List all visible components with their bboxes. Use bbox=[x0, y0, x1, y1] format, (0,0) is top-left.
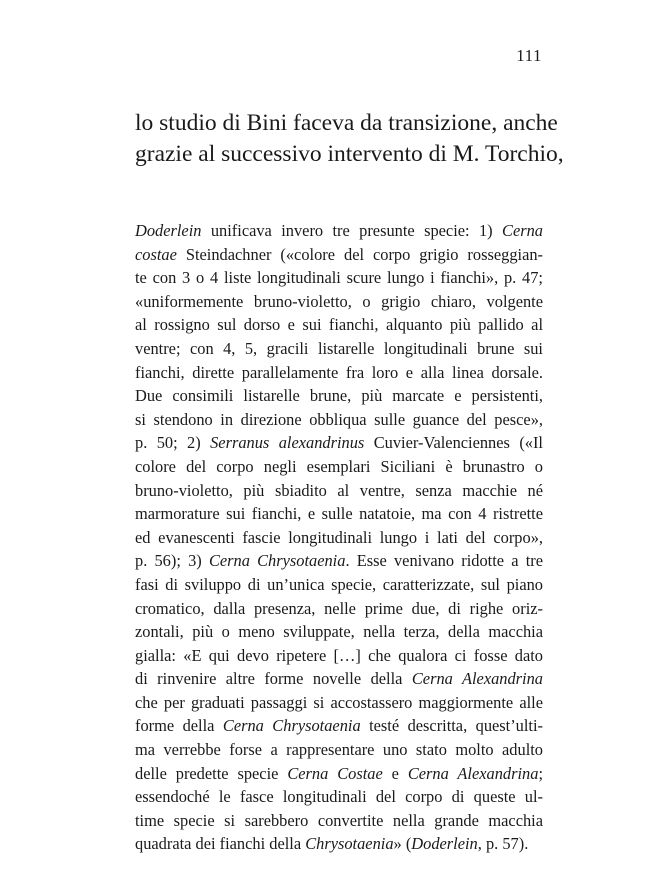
text-line bbox=[135, 573, 543, 597]
text-segment: forme della bbox=[135, 716, 223, 736]
text-line bbox=[135, 620, 543, 644]
text-segment: al rossigno sul dorso e sui fianchi, alquanto più pallido al bbox=[135, 315, 543, 335]
text-segment: . Esse venivano ridotte a tre bbox=[345, 551, 543, 571]
italic-text: Doderlein bbox=[135, 221, 202, 240]
text-line bbox=[135, 361, 543, 385]
text-segment: time specie si sarebbero convertite nella grande macchia bbox=[135, 810, 543, 830]
text-segment: fasi di sviluppo di un’unica specie, caratterizzate, sul piano bbox=[135, 574, 543, 594]
text-segment: di rinvenire altre forme novelle della bbox=[135, 669, 412, 689]
text-line bbox=[135, 219, 543, 243]
text-segment: fianchi, dirette parallelamente fra loro e alla linea dorsale. bbox=[135, 362, 543, 382]
text-segment: te con 3 o 4 liste longitudinali scure lungo i fianchi», p. 47; bbox=[135, 268, 543, 288]
text-line bbox=[135, 597, 543, 621]
text-line bbox=[135, 738, 543, 762]
italic-text: Chrysotaenia bbox=[305, 834, 394, 854]
text-line bbox=[135, 667, 543, 691]
italic-text: Cerna Alexandrina bbox=[407, 763, 539, 783]
text-line bbox=[135, 714, 543, 738]
text-segment: ventre; con 4, 5, gracili listarelle longitudinali brune sui bbox=[135, 338, 543, 358]
text-line bbox=[135, 243, 543, 267]
text-line bbox=[135, 337, 543, 361]
text-segment: quadrata dei fianchi della bbox=[135, 834, 306, 854]
text-segment: «uniformemente bruno-violetto, o grigio chiaro, volgente bbox=[135, 291, 543, 311]
italic-text: Cerna Alexandrina bbox=[411, 669, 543, 689]
text-line bbox=[135, 290, 543, 314]
text-segment: p. 50; 2) bbox=[135, 433, 211, 453]
heading-line: lo studio di Bini faceva da transizione, anche bbox=[135, 110, 558, 136]
italic-text: Cerna Costae bbox=[287, 763, 383, 783]
text-line bbox=[135, 691, 543, 715]
text-segment: ma verrebbe forse a rappresentare uno stato molto adulto bbox=[135, 740, 543, 760]
text-line bbox=[135, 479, 543, 503]
italic-text: Cerna Chrysotaenia bbox=[208, 551, 346, 571]
text-line bbox=[135, 644, 543, 668]
text-line bbox=[135, 408, 543, 432]
text-line bbox=[135, 549, 543, 573]
text-segment: Cuvier-Valenciennes («Il bbox=[364, 433, 543, 453]
text-segment: marmorature sui fianchi, e sulle natatoie, ma con 4 ristrette bbox=[135, 504, 543, 524]
text-segment: Due consimili listarelle brune, più marcate e persistenti, bbox=[135, 386, 543, 406]
text-line bbox=[135, 762, 543, 786]
text-line bbox=[135, 384, 543, 408]
text-segment: zontali, più o meno sviluppate, nella terza, della macchia bbox=[135, 622, 543, 642]
page-number: 111 bbox=[516, 46, 542, 65]
text-segment: colore del corpo negli esemplari Siciliani è brunastro o bbox=[135, 456, 543, 476]
text-segment: gialla: «E qui devo ripetere […] che qualora ci fosse dato bbox=[135, 645, 543, 665]
text-segment: delle predette specie bbox=[135, 763, 288, 783]
text-segment: ed evanescenti fascie longitudinali lungo i lati del corpo», bbox=[135, 527, 543, 547]
text-segment: che per graduati passaggi si accostassero maggiormente alle bbox=[135, 692, 543, 712]
body-paragraph bbox=[135, 219, 543, 856]
text-segment: unificava invero tre presunte specie: 1) bbox=[201, 221, 503, 240]
italic-text: costae bbox=[135, 244, 177, 264]
section-heading bbox=[135, 108, 564, 170]
text-line bbox=[135, 526, 543, 550]
text-segment: cromatico, dalla presenza, nelle prime due, di righe oriz- bbox=[135, 598, 543, 618]
text-segment: testé descritta, quest’ulti- bbox=[360, 716, 543, 736]
text-line bbox=[135, 785, 543, 809]
text-line bbox=[135, 431, 543, 455]
text-segment: Steindachner («colore del corpo grigio rosseggian- bbox=[176, 244, 543, 264]
italic-text: Cerna Chrysotaenia bbox=[222, 716, 361, 736]
text-segment: si stendono in direzione obbliqua sulle guance del pesce», bbox=[135, 409, 543, 429]
text-line bbox=[135, 502, 543, 526]
text-line bbox=[135, 455, 543, 479]
italic-text: Doderlein bbox=[411, 834, 478, 854]
text-line bbox=[135, 266, 543, 290]
text-segment: e bbox=[382, 763, 408, 783]
text-segment: bruno-violetto, più sbiadito al ventre, senza macchie né bbox=[135, 480, 543, 500]
italic-text: Serranus alexandrinus bbox=[210, 433, 365, 453]
text-line bbox=[135, 832, 543, 856]
text-segment: p. 56); 3) bbox=[135, 551, 209, 571]
italic-text: Cerna bbox=[502, 221, 543, 240]
text-line bbox=[135, 313, 543, 337]
text-segment: essendoché le fasce longitudinali del corpo di queste ul- bbox=[135, 787, 543, 807]
heading-line: grazie al successivo intervento di M. Torchio, bbox=[135, 141, 564, 167]
text-segment: , p. 57). bbox=[477, 834, 529, 854]
text-line bbox=[135, 809, 543, 833]
text-segment: » ( bbox=[393, 834, 412, 854]
text-segment: ; bbox=[538, 763, 543, 783]
